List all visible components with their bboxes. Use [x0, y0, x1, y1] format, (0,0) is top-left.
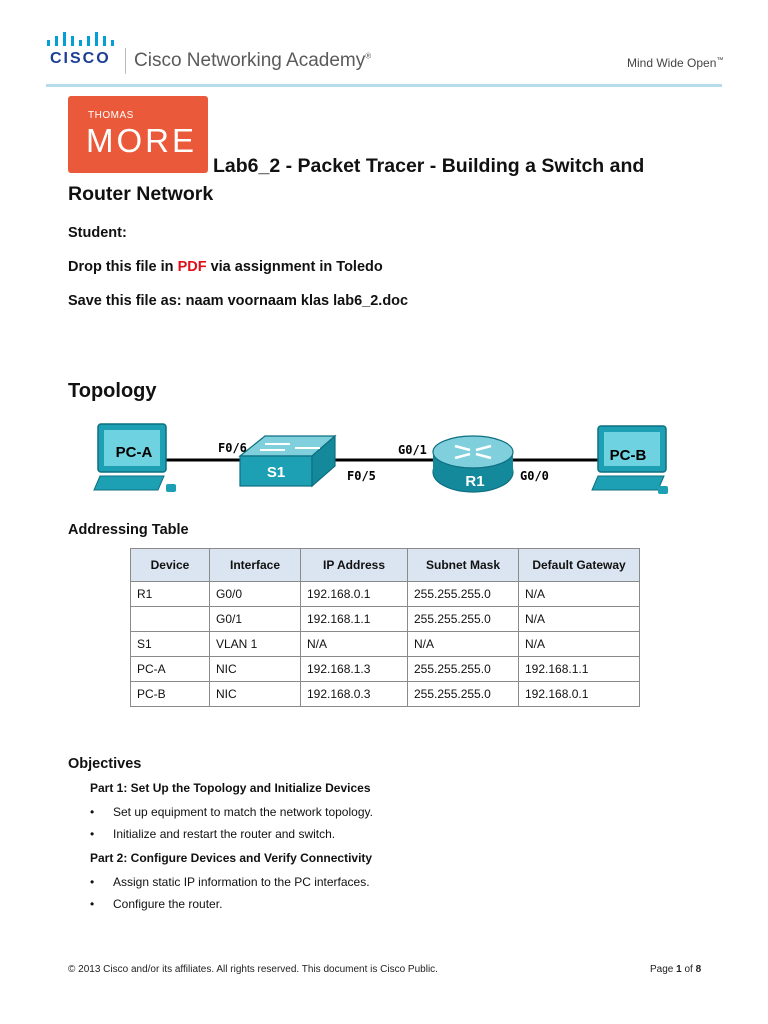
cisco-wordmark: CISCO	[50, 50, 111, 67]
port-g00-label: G0/0	[520, 469, 549, 483]
table-row	[131, 657, 640, 682]
student-label: Student:	[68, 225, 127, 241]
topology-heading: Topology	[68, 380, 157, 402]
cell-gateway: N/A	[519, 632, 640, 657]
cisco-logo	[46, 30, 116, 70]
registered-mark: ®	[365, 51, 372, 61]
tagline: Mind Wide Open™	[627, 56, 724, 70]
part1-title: Part 1: Set Up the Topology and Initialize Devices	[90, 781, 371, 795]
logo-line2: MORE	[86, 122, 197, 159]
s1-label: S1	[266, 464, 286, 481]
col-subnet-mask: Subnet Mask	[408, 549, 519, 582]
cell-ip: 192.168.1.3	[301, 657, 408, 682]
port-f05-label: F0/5	[347, 469, 376, 483]
cisco-bars-icon	[46, 30, 116, 48]
cell-ip: 192.168.0.1	[301, 582, 408, 607]
col-ip-address: IP Address	[301, 549, 408, 582]
cell-device: R1	[131, 582, 210, 607]
cell-device: PC-B	[131, 682, 210, 707]
footer-copyright: © 2013 Cisco and/or its affiliates. All rights reserved. This document is Cisco Public.	[68, 964, 438, 975]
cell-gateway: N/A	[519, 582, 640, 607]
pc-b-label: PC-B	[609, 447, 647, 464]
cell-mask: 255.255.255.0	[408, 607, 519, 632]
page-number: Page 1 of 8	[650, 964, 702, 975]
table-row	[131, 607, 640, 632]
cell-ip: 192.168.0.3	[301, 682, 408, 707]
drop-instruction: Drop this file in PDF via assignment in Toledo	[68, 259, 383, 275]
cell-mask: 255.255.255.0	[408, 657, 519, 682]
col-interface: Interface	[210, 549, 301, 582]
cell-gateway: N/A	[519, 607, 640, 632]
bullet-icon: •	[90, 805, 95, 819]
cell-mask: N/A	[408, 632, 519, 657]
list-item: • Configure the router.	[90, 897, 223, 911]
col-device: Device	[131, 549, 210, 582]
port-f06-label: F0/6	[218, 441, 247, 455]
cell-mask: 255.255.255.0	[408, 682, 519, 707]
trademark-mark: ™	[716, 57, 724, 64]
list-item: • Assign static IP information to the PC interfaces.	[90, 875, 370, 889]
header-rule	[46, 84, 722, 87]
port-g01-label: G0/1	[398, 443, 427, 457]
table-row	[131, 682, 640, 707]
cell-interface: G0/0	[210, 582, 301, 607]
table-row	[131, 632, 640, 657]
doc-title-line1: Lab6_2 - Packet Tracer - Building a Switch and	[213, 155, 645, 177]
list-item: • Set up equipment to match the network topology.	[90, 805, 373, 819]
cell-interface: NIC	[210, 657, 301, 682]
r1-label: R1	[465, 473, 485, 490]
cell-device: S1	[131, 632, 210, 657]
cell-mask: 255.255.255.0	[408, 582, 519, 607]
topology-diagram	[90, 420, 690, 510]
cell-device: PC-A	[131, 657, 210, 682]
cell-ip: 192.168.1.1	[301, 607, 408, 632]
cell-interface: G0/1	[210, 607, 301, 632]
cell-interface: NIC	[210, 682, 301, 707]
table-row	[131, 582, 640, 607]
thomas-more-logo	[68, 96, 208, 173]
academy-title: Cisco Networking Academy®	[134, 50, 372, 71]
pdf-highlight: PDF	[177, 259, 207, 275]
bullet-icon: •	[90, 875, 95, 889]
bullet-icon: •	[90, 897, 95, 911]
cell-ip: N/A	[301, 632, 408, 657]
header-divider	[125, 48, 126, 74]
cell-gateway: 192.168.1.1	[519, 657, 640, 682]
logo-line1: THOMAS	[88, 110, 134, 121]
cell-gateway: 192.168.0.1	[519, 682, 640, 707]
bullet-icon: •	[90, 827, 95, 841]
cell-interface: VLAN 1	[210, 632, 301, 657]
addressing-table	[130, 548, 640, 707]
doc-title-line2: Router Network	[68, 183, 214, 205]
objectives-heading: Objectives	[68, 756, 142, 772]
part2-title: Part 2: Configure Devices and Verify Connectivity	[90, 851, 373, 865]
addressing-heading: Addressing Table	[68, 522, 189, 538]
pc-a-label: PC-A	[115, 444, 153, 461]
col-default-gateway: Default Gateway	[519, 549, 640, 582]
cell-device	[131, 607, 210, 632]
save-instruction: Save this file as: naam voornaam klas lab6_2.doc	[68, 293, 409, 309]
switch-s1-icon	[240, 436, 335, 486]
list-item: • Initialize and restart the router and switch.	[90, 827, 336, 841]
